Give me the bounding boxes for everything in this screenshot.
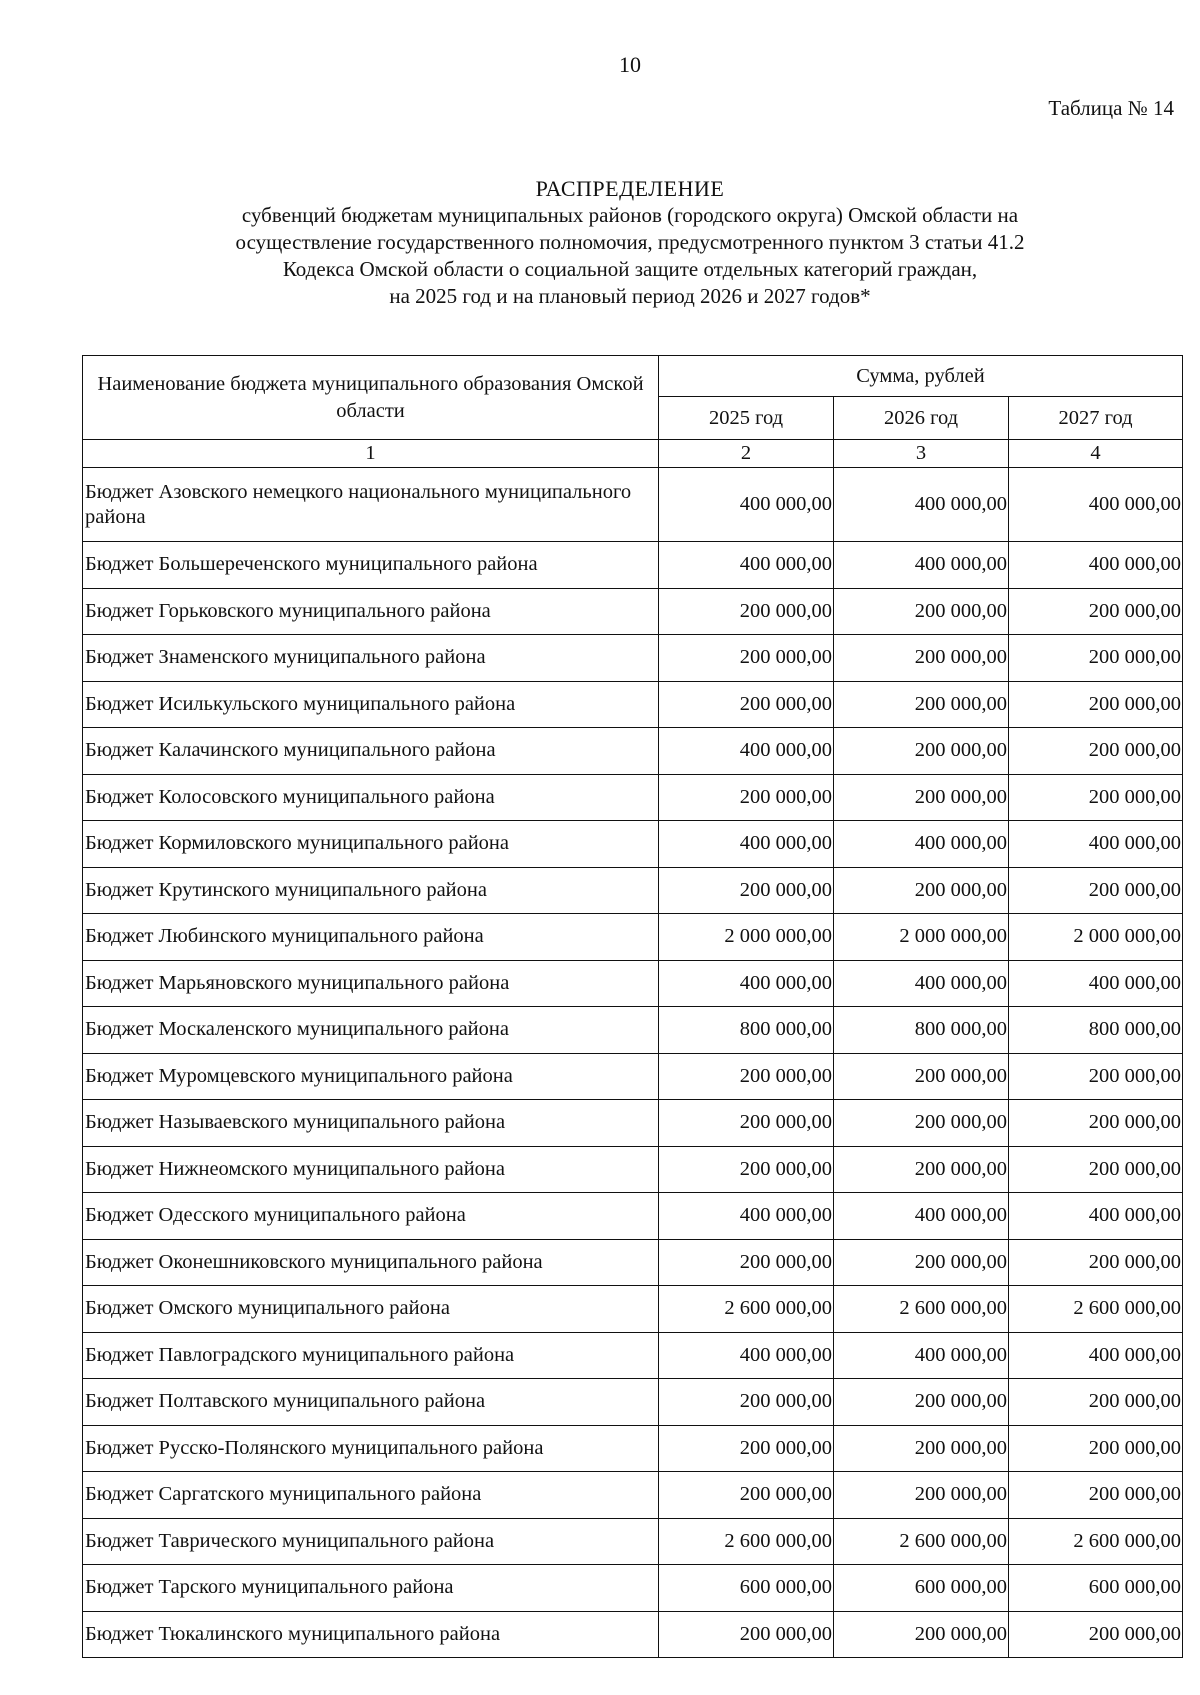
budget-name-cell: Бюджет Москаленского муниципального района [83, 1007, 659, 1054]
budget-name-cell: Бюджет Полтавского муниципального района [83, 1379, 659, 1426]
amount-2027-cell: 200 000,00 [1009, 1611, 1183, 1658]
budget-name-cell: Бюджет Таврического муниципального района [83, 1518, 659, 1565]
amount-2027-cell: 200 000,00 [1009, 728, 1183, 775]
column-number-row [83, 440, 1183, 468]
amount-2025-cell: 400 000,00 [659, 821, 834, 868]
table-row [83, 1007, 1183, 1054]
column-number: 4 [1009, 440, 1183, 468]
table-row [83, 1565, 1183, 1612]
amount-2026-cell: 200 000,00 [834, 1425, 1009, 1472]
table-row [83, 1425, 1183, 1472]
amount-2026-cell: 400 000,00 [834, 1332, 1009, 1379]
amount-2025-cell: 200 000,00 [659, 1053, 834, 1100]
distribution-table [82, 355, 1183, 1658]
table-row [83, 1286, 1183, 1333]
table-row [83, 1518, 1183, 1565]
header-year-2027: 2027 год [1009, 397, 1183, 440]
amount-2026-cell: 400 000,00 [834, 1193, 1009, 1240]
amount-2026-cell: 200 000,00 [834, 588, 1009, 635]
amount-2025-cell: 400 000,00 [659, 1193, 834, 1240]
amount-2025-cell: 200 000,00 [659, 1611, 834, 1658]
table-row [83, 468, 1183, 542]
amount-2026-cell: 400 000,00 [834, 821, 1009, 868]
amount-2025-cell: 200 000,00 [659, 635, 834, 682]
amount-2025-cell: 400 000,00 [659, 960, 834, 1007]
budget-name-cell: Бюджет Называевского муниципального района [83, 1100, 659, 1147]
budget-name-cell: Бюджет Омского муниципального района [83, 1286, 659, 1333]
column-number: 2 [659, 440, 834, 468]
table-row [83, 960, 1183, 1007]
table-row [83, 728, 1183, 775]
amount-2027-cell: 2 600 000,00 [1009, 1518, 1183, 1565]
amount-2025-cell: 200 000,00 [659, 867, 834, 914]
budget-name-cell: Бюджет Азовского немецкого национального муниципального района [83, 468, 659, 542]
budget-name-cell: Бюджет Русско-Полянского муниципального района [83, 1425, 659, 1472]
amount-2027-cell: 200 000,00 [1009, 867, 1183, 914]
budget-name-cell: Бюджет Марьяновского муниципального района [83, 960, 659, 1007]
table-row [83, 1053, 1183, 1100]
amount-2026-cell: 200 000,00 [834, 635, 1009, 682]
amount-2025-cell: 200 000,00 [659, 1146, 834, 1193]
budget-name-cell: Бюджет Горьковского муниципального района [83, 588, 659, 635]
budget-name-cell: Бюджет Саргатского муниципального района [83, 1472, 659, 1519]
budget-name-cell: Бюджет Большереченского муниципального района [83, 542, 659, 589]
amount-2026-cell: 400 000,00 [834, 468, 1009, 542]
amount-2026-cell: 400 000,00 [834, 542, 1009, 589]
table-row [83, 542, 1183, 589]
budget-name-cell: Бюджет Нижнеомского муниципального района [83, 1146, 659, 1193]
amount-2025-cell: 200 000,00 [659, 681, 834, 728]
document-title: РАСПРЕДЕЛЕНИЕ [535, 176, 725, 201]
amount-2025-cell: 200 000,00 [659, 774, 834, 821]
amount-2026-cell: 600 000,00 [834, 1565, 1009, 1612]
amount-2025-cell: 2 600 000,00 [659, 1286, 834, 1333]
amount-2025-cell: 200 000,00 [659, 1379, 834, 1426]
amount-2027-cell: 200 000,00 [1009, 1146, 1183, 1193]
amount-2027-cell: 400 000,00 [1009, 1332, 1183, 1379]
amount-2026-cell: 200 000,00 [834, 1472, 1009, 1519]
amount-2027-cell: 400 000,00 [1009, 1193, 1183, 1240]
amount-2025-cell: 400 000,00 [659, 1332, 834, 1379]
table-row [83, 681, 1183, 728]
table-row [83, 1379, 1183, 1426]
subtitle-line-4: на 2025 год и на плановый период 2026 и 2027 годов* [389, 284, 871, 308]
amount-2025-cell: 600 000,00 [659, 1565, 834, 1612]
table-row [83, 774, 1183, 821]
budget-name-cell: Бюджет Исилькульского муниципального района [83, 681, 659, 728]
amount-2027-cell: 200 000,00 [1009, 681, 1183, 728]
budget-name-cell: Бюджет Крутинского муниципального района [83, 867, 659, 914]
amount-2026-cell: 2 000 000,00 [834, 914, 1009, 961]
budget-name-cell: Бюджет Кормиловского муниципального района [83, 821, 659, 868]
amount-2026-cell: 2 600 000,00 [834, 1286, 1009, 1333]
budget-name-cell: Бюджет Муромцевского муниципального района [83, 1053, 659, 1100]
amount-2027-cell: 400 000,00 [1009, 960, 1183, 1007]
amount-2025-cell: 400 000,00 [659, 542, 834, 589]
amount-2025-cell: 200 000,00 [659, 1100, 834, 1147]
amount-2025-cell: 400 000,00 [659, 728, 834, 775]
budget-name-cell: Бюджет Тарского муниципального района [83, 1565, 659, 1612]
amount-2026-cell: 200 000,00 [834, 867, 1009, 914]
table-row [83, 588, 1183, 635]
header-budget-name: Наименование бюджета муниципального образования Омской области [83, 356, 659, 440]
amount-2026-cell: 800 000,00 [834, 1007, 1009, 1054]
amount-2027-cell: 400 000,00 [1009, 821, 1183, 868]
amount-2027-cell: 200 000,00 [1009, 588, 1183, 635]
amount-2027-cell: 200 000,00 [1009, 1472, 1183, 1519]
document-title-block [0, 175, 1200, 310]
amount-2025-cell: 800 000,00 [659, 1007, 834, 1054]
table-row [83, 635, 1183, 682]
subtitle-line-2: осуществление государственного полномочия, предусмотренного пунктом 3 статьи 41.2 [235, 230, 1025, 254]
amount-2027-cell: 200 000,00 [1009, 1379, 1183, 1426]
amount-2025-cell: 200 000,00 [659, 588, 834, 635]
budget-name-cell: Бюджет Оконешниковского муниципального района [83, 1239, 659, 1286]
table-row [83, 1472, 1183, 1519]
amount-2026-cell: 200 000,00 [834, 1611, 1009, 1658]
amount-2026-cell: 200 000,00 [834, 1146, 1009, 1193]
budget-name-cell: Бюджет Павлоградского муниципального района [83, 1332, 659, 1379]
budget-name-cell: Бюджет Любинского муниципального района [83, 914, 659, 961]
header-sum: Сумма, рублей [659, 356, 1183, 397]
amount-2025-cell: 400 000,00 [659, 468, 834, 542]
amount-2027-cell: 200 000,00 [1009, 1100, 1183, 1147]
amount-2025-cell: 200 000,00 [659, 1472, 834, 1519]
amount-2026-cell: 200 000,00 [834, 681, 1009, 728]
table-row [83, 867, 1183, 914]
amount-2027-cell: 400 000,00 [1009, 468, 1183, 542]
table-body [83, 468, 1183, 1658]
amount-2027-cell: 200 000,00 [1009, 1239, 1183, 1286]
amount-2026-cell: 200 000,00 [834, 774, 1009, 821]
budget-name-cell: Бюджет Колосовского муниципального района [83, 774, 659, 821]
table-row [83, 1193, 1183, 1240]
subtitle-line-1: субвенций бюджетам муниципальных районов (городского округа) Омской области на [241, 203, 1019, 227]
amount-2026-cell: 2 600 000,00 [834, 1518, 1009, 1565]
amount-2026-cell: 200 000,00 [834, 728, 1009, 775]
amount-2025-cell: 200 000,00 [659, 1425, 834, 1472]
amount-2027-cell: 200 000,00 [1009, 1053, 1183, 1100]
column-number: 1 [83, 440, 659, 468]
table-row [83, 1100, 1183, 1147]
amount-2027-cell: 200 000,00 [1009, 774, 1183, 821]
budget-name-cell: Бюджет Калачинского муниципального района [83, 728, 659, 775]
amount-2025-cell: 2 600 000,00 [659, 1518, 834, 1565]
amount-2027-cell: 2 600 000,00 [1009, 1286, 1183, 1333]
table-row [83, 1146, 1183, 1193]
amount-2026-cell: 200 000,00 [834, 1053, 1009, 1100]
amount-2027-cell: 400 000,00 [1009, 542, 1183, 589]
subtitle-line-3: Кодекса Омской области о социальной защите отдельных категорий граждан, [282, 257, 978, 281]
budget-name-cell: Бюджет Тюкалинского муниципального района [83, 1611, 659, 1658]
amount-2025-cell: 200 000,00 [659, 1239, 834, 1286]
table-row [83, 1332, 1183, 1379]
amount-2027-cell: 800 000,00 [1009, 1007, 1183, 1054]
header-year-2025: 2025 год [659, 397, 834, 440]
table-row [83, 914, 1183, 961]
amount-2026-cell: 200 000,00 [834, 1100, 1009, 1147]
amount-2027-cell: 600 000,00 [1009, 1565, 1183, 1612]
header-year-2026: 2026 год [834, 397, 1009, 440]
budget-name-cell: Бюджет Одесского муниципального района [83, 1193, 659, 1240]
table-label: Таблица № 14 [1048, 96, 1174, 120]
amount-2027-cell: 200 000,00 [1009, 1425, 1183, 1472]
budget-name-cell: Бюджет Знаменского муниципального района [83, 635, 659, 682]
table-row [83, 1611, 1183, 1658]
amount-2026-cell: 200 000,00 [834, 1379, 1009, 1426]
table-row [83, 821, 1183, 868]
amount-2025-cell: 2 000 000,00 [659, 914, 834, 961]
amount-2026-cell: 200 000,00 [834, 1239, 1009, 1286]
page-number: 10 [619, 52, 641, 77]
table-row [83, 1239, 1183, 1286]
amount-2027-cell: 200 000,00 [1009, 635, 1183, 682]
amount-2026-cell: 400 000,00 [834, 960, 1009, 1007]
amount-2027-cell: 2 000 000,00 [1009, 914, 1183, 961]
column-number: 3 [834, 440, 1009, 468]
